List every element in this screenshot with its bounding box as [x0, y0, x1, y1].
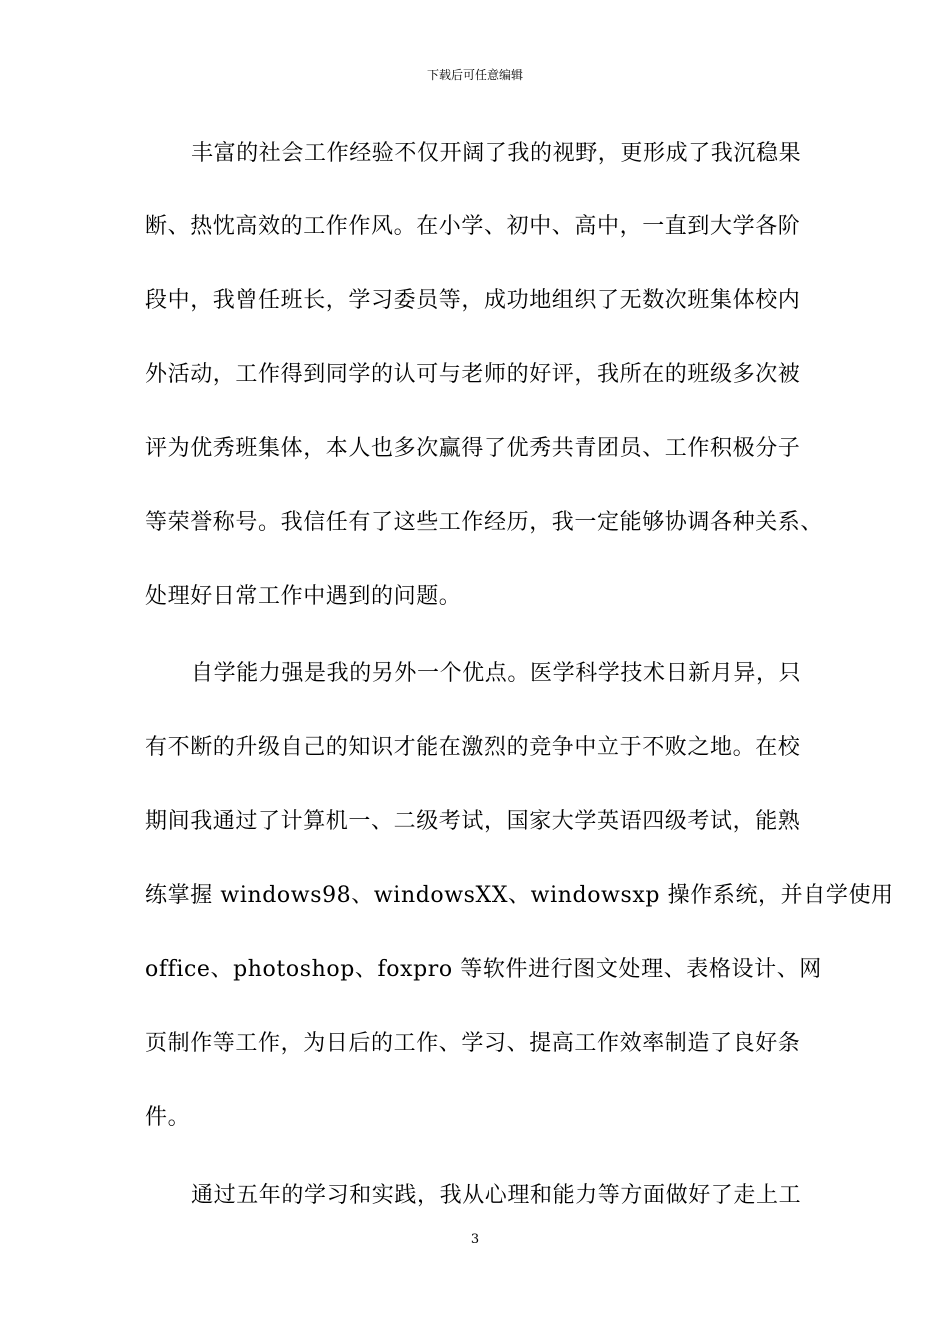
- paragraph-line: 自学能力强是我的另外一个优点。医学科学技术日新月异，只: [191, 661, 802, 686]
- paragraph-line: 等荣誉称号。我信任有了这些工作经历，我一定能够协调各种关系、: [145, 510, 824, 535]
- paragraph-line: 有不断的升级自己的知识才能在激烈的竞争中立于不败之地。在校: [145, 735, 801, 760]
- paragraph-line: 通过五年的学习和实践，我从心理和能力等方面做好了走上工: [191, 1183, 802, 1208]
- page-number: 3: [470, 1232, 480, 1247]
- paragraph-line: 外活动，工作得到同学的认可与老师的好评，我所在的班级多次被: [145, 362, 801, 387]
- paragraph-line: 期间我通过了计算机一、二级考试，国家大学英语四级考试，能熟: [145, 809, 801, 834]
- paragraph-line: 评为优秀班集体，本人也多次赢得了优秀共青团员、工作积极分子: [145, 436, 801, 461]
- paragraph-line: 丰富的社会工作经验不仅开阔了我的视野，更形成了我沉稳果: [191, 141, 802, 166]
- paragraph-line: 件。: [145, 1105, 191, 1130]
- paragraph-line: 段中，我曾任班长，学习委员等，成功地组织了无数次班集体校内: [145, 288, 801, 313]
- header-note: 下载后可任意编辑: [426, 68, 523, 82]
- paragraph-line: office、photoshop、foxpro 等软件进行图文处理、表格设计、网: [145, 957, 822, 982]
- paragraph-line: 练掌握 windows98、windowsXX、windowsxp 操作系统，并自学使用: [145, 883, 894, 908]
- paragraph-line: 处理好日常工作中遇到的问题。: [145, 584, 462, 609]
- paragraph-line: 页制作等工作，为日后的工作、学习、提高工作效率制造了良好条: [145, 1031, 801, 1056]
- paragraph-line: 断、热忱高效的工作作风。在小学、初中、高中，一直到大学各阶: [145, 214, 801, 239]
